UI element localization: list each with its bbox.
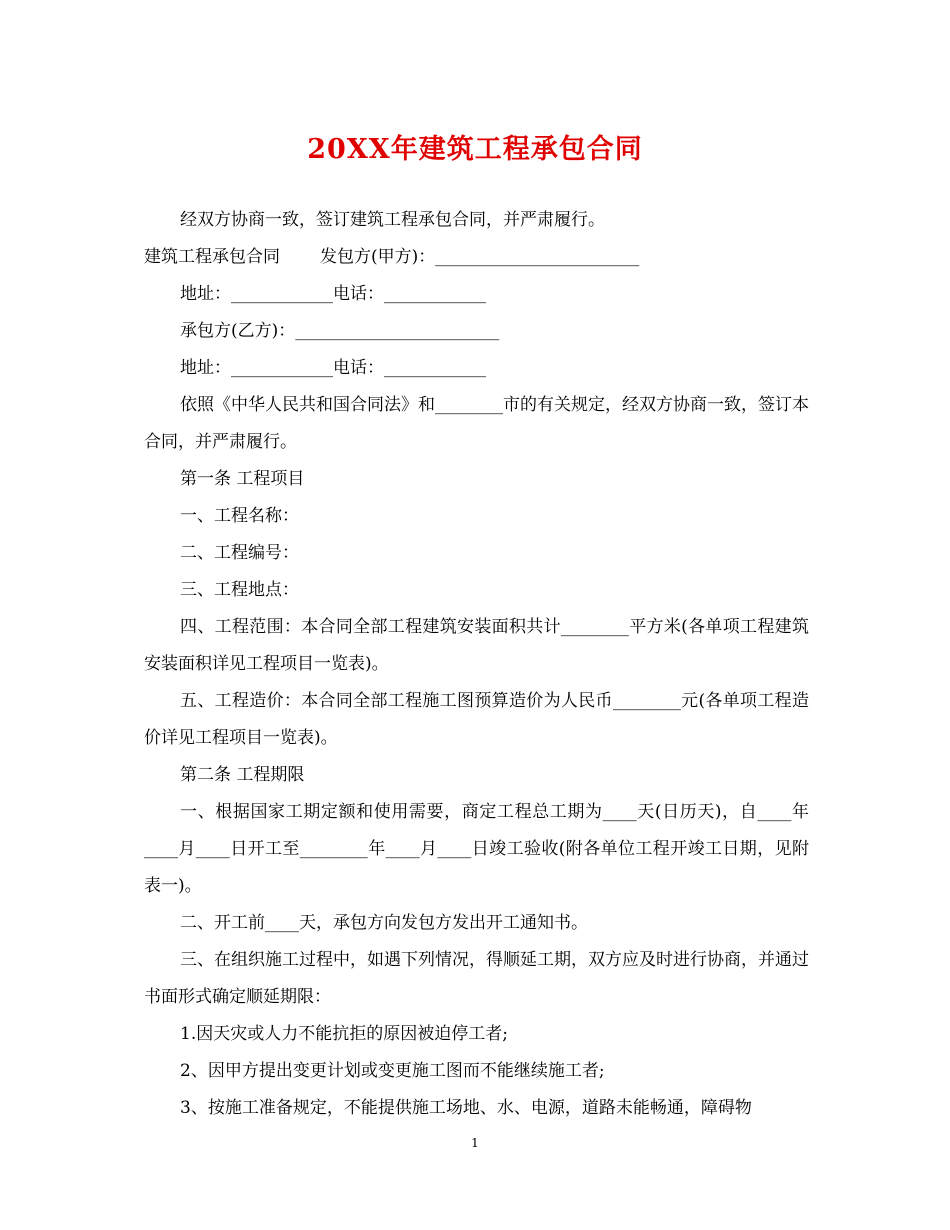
- project-name: 一、工程名称：: [180, 506, 299, 526]
- document-body: [144, 202, 809, 1127]
- delay-item-1: 1.因天灾或人力不能抗拒的原因被迫停工者;: [180, 1024, 508, 1044]
- paragraph-basis: 依照《中华人民共和国合同法》和________市的有关规定，经双方协商一致，签订本合同，并严肃履行。: [144, 395, 809, 452]
- schedule-clause-3: 三、在组织施工过程中，如遇下列情况，得顺延工期，双方应及时进行协商，并通过书面形式确定顺延期限：: [144, 950, 809, 1007]
- paragraph-intro: 经双方协商一致，签订建筑工程承包合同，并严肃履行。: [180, 210, 605, 230]
- delay-item-2: 2、因甲方提出变更计划或变更施工图而不能继续施工者;: [180, 1061, 605, 1081]
- schedule-clause-1: 一、根据国家工期定额和使用需要，商定工程总工期为____天(日历天)，自____年____月____日开工至________年____月____日竣工验收(附各单位工程开竣工日期，见附表一)。: [144, 802, 809, 896]
- document-title: 20XX年建筑工程承包合同: [307, 134, 643, 165]
- project-scope: 四、工程范围：本合同全部工程建筑安装面积共计________平方米(各单项工程建筑安装面积详见工程项目一览表)。: [144, 617, 809, 674]
- article-1-heading: 第一条 工程项目: [180, 469, 305, 489]
- party-a-address: 地址：____________电话：____________: [180, 284, 486, 304]
- delay-item-3: 3、按施工准备规定，不能提供施工场地、水、电源，道路未能畅通，障碍物: [180, 1098, 752, 1118]
- party-a-line: [144, 239, 809, 276]
- party-b-address: 地址：____________电话：____________: [180, 358, 486, 378]
- contract-label: 建筑工程承包合同: [144, 247, 280, 267]
- party-a-field: 发包方(甲方)：________________________: [320, 247, 640, 267]
- page-number: 1: [471, 1136, 479, 1150]
- schedule-clause-2: 二、开工前____天，承包方向发包方发出开工通知书。: [180, 913, 588, 933]
- party-b-line: 承包方(乙方)：________________________: [180, 321, 500, 341]
- project-location: 三、工程地点：: [180, 580, 299, 600]
- project-cost: 五、工程造价：本合同全部工程施工图预算造价为人民币________元(各单项工程造价详见工程项目一览表)。: [144, 691, 809, 748]
- project-number: 二、工程编号：: [180, 543, 299, 563]
- article-2-heading: 第二条 工程期限: [180, 765, 305, 785]
